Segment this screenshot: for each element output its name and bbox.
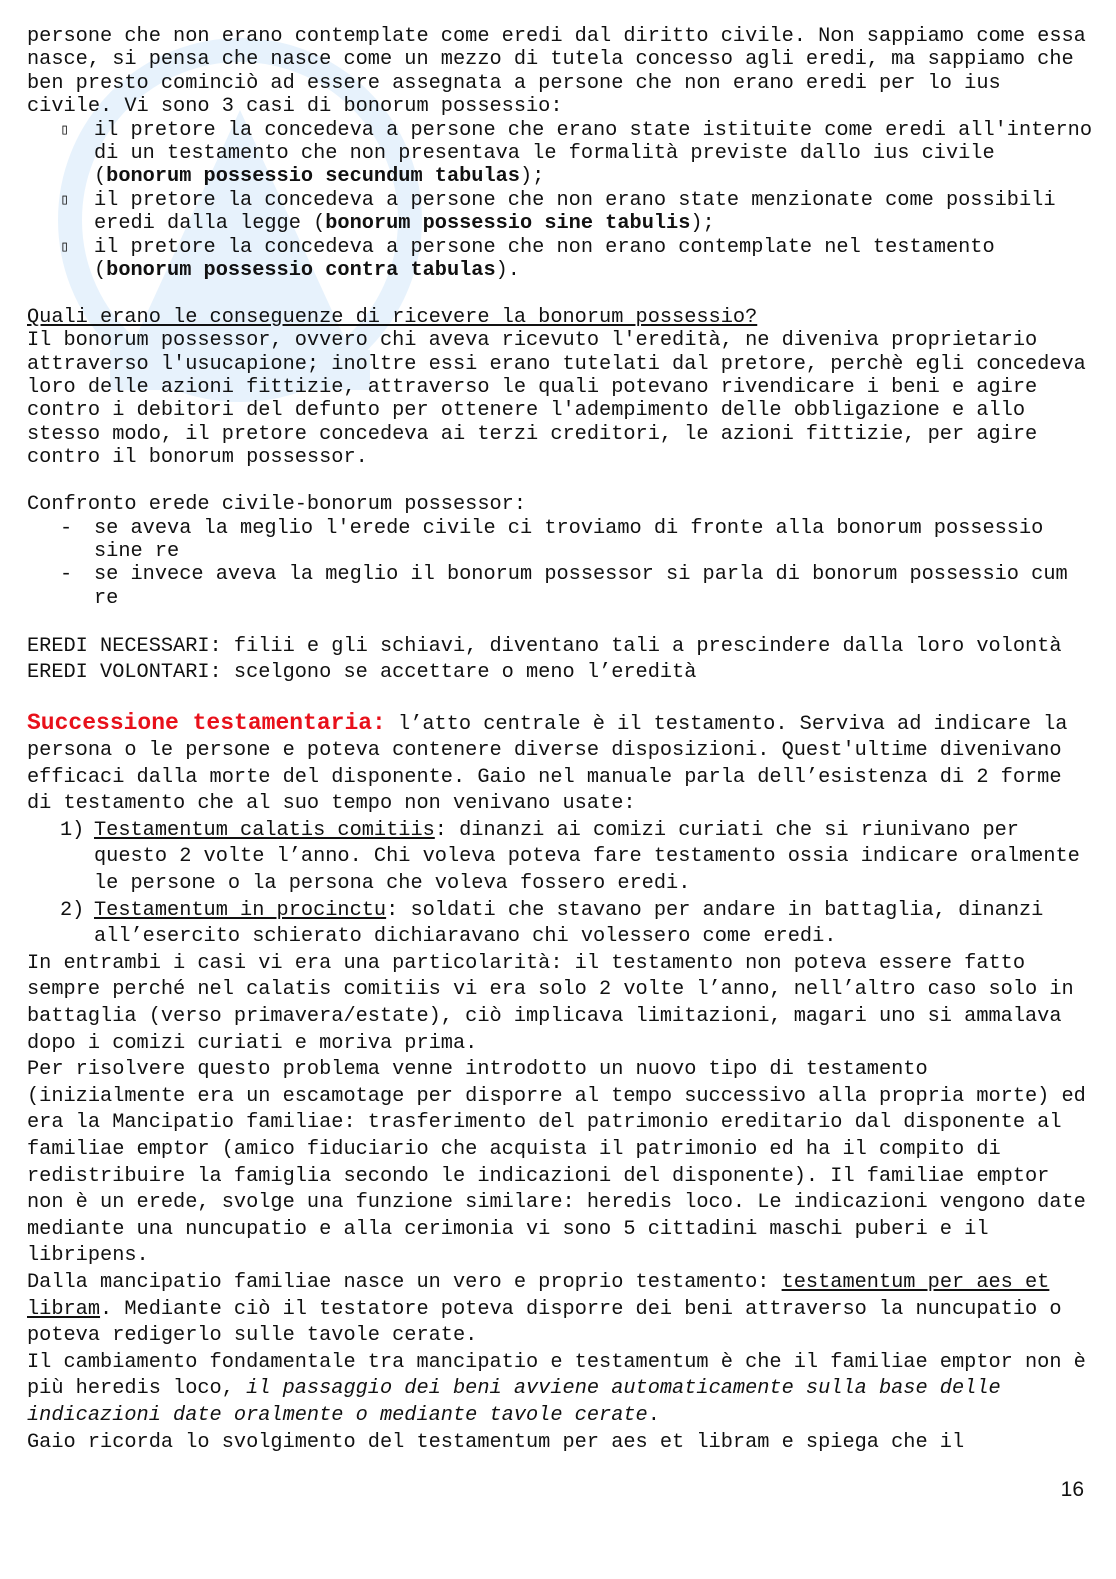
form-text: : dinanzi ai comizi curiati che si riunivano per questo 2 volte l’anno. Chi voleva poteva fare testamento ossia indicare oralmente le persone o la persona che voleva fossero eredi.	[94, 818, 1080, 896]
answer-paragraph: Il bonorum possessor, ovvero chi aveva ricevuto l'eredità, ne diveniva proprietario attraverso l'usucapione; inoltre essi erano tutelati dal pretore, perchè egli concedeva loro delle azioni fittizie, attraverso le quali potevano rivendicare i beni e agire contro i debitori del defunto per ottenere l'adempimento delle obbligazione e allo stesso modo, il pretore concedeva ai terzi creditori, le azioni fittizie, per agire contro il bonorum possessor.	[27, 329, 1086, 470]
compare-text: se invece aveva la meglio il bonorum possessor si parla di bonorum possessio cum re	[94, 563, 1068, 610]
successione-section	[27, 710, 1092, 1457]
number-marker: 2)	[60, 898, 85, 922]
eredi-volontari: EREDI VOLONTARI: scelgono se accettare o meno l’eredità	[27, 660, 697, 684]
case-text: il pretore la concedeva a persone che erano state istituite come eredi all'interno di un testamento che non presentava le formalità previste dallo ius civile (	[94, 118, 1092, 189]
bullet-marker: ▯	[60, 121, 70, 139]
case-term: bonorum possessio sine tabulis	[325, 212, 691, 236]
case-end: );	[519, 165, 545, 189]
list-item	[27, 898, 1092, 951]
list-item	[27, 189, 1092, 236]
paragraph: Gaio ricorda lo svolgimento del testamentum per aes et libram e spiega che il	[27, 1430, 965, 1454]
dash-marker: -	[60, 516, 73, 540]
question-heading: Quali erano le conseguenze di ricevere la bonorum possessio?	[27, 305, 758, 329]
italic-text: il passaggio dei beni avviene automaticamente sulla base delle indicazioni date oralmente o mediante tavole cerate	[27, 1377, 1001, 1427]
section-heading: Successione testamentaria:	[27, 709, 386, 736]
list-item	[27, 563, 1092, 610]
text-run: Il cambiamento fondamentale tra mancipatio e testamentum è che il familiae emptor non è più heredis loco,	[27, 1350, 1086, 1401]
bonorum-possessio-cases	[27, 119, 1092, 283]
bullet-marker: ▯	[60, 238, 70, 256]
list-item	[27, 818, 1092, 898]
compare-title: Confronto erede civile-bonorum possessor:	[27, 493, 526, 517]
case-term: bonorum possessio contra tabulas	[106, 259, 496, 283]
text-run: Dalla mancipatio familiae nasce un vero e proprio testamento:	[27, 1270, 782, 1294]
list-item	[27, 236, 1092, 283]
form-title: Testamentum in procinctu	[94, 898, 387, 922]
case-text: il pretore la concedeva a persone che non erano contemplate nel testamento (	[94, 235, 995, 283]
case-text: il pretore la concedeva a persone che non erano state menzionate come possibili eredi dalla legge (	[94, 188, 1056, 236]
number-marker: 1)	[60, 818, 85, 842]
dash-marker: -	[60, 563, 73, 587]
case-end: );	[690, 212, 715, 236]
case-end: ).	[495, 259, 520, 283]
successione-intro	[27, 710, 1092, 818]
list-item	[27, 119, 1092, 189]
paragraph	[27, 1270, 1092, 1350]
form-text: : soldati che stavano per andare in battaglia, dinanzi all’esercito schierato dichiaravano chi volessero come eredi.	[94, 898, 1044, 949]
paragraph: In entrambi i casi vi era una particolarità: il testamento non poteva essere fatto sempre perché nel calatis comitiis vi era solo 2 volte l’anno, nell’altro caso solo in battaglia (verso primavera/estate), ciò implicava limitazioni, magari uno si ammalava dopo i comizi curiati e moriva prima.	[27, 951, 1074, 1055]
list-item	[27, 517, 1092, 564]
paragraph	[27, 1350, 1092, 1430]
compare-list	[27, 517, 1092, 611]
text-run: .	[647, 1403, 660, 1427]
underlined-term: testamentum per aes et libram	[27, 1270, 1050, 1321]
bonorum-possessio-section	[27, 25, 1092, 686]
case-term: bonorum possessio secundum tabulas	[106, 165, 520, 189]
document-page	[27, 25, 1092, 1456]
intro-paragraph: persone che non erano contemplate come eredi dal diritto civile. Non sappiamo come essa nasce, si pensa che nasce come un mezzo di tutela concesso agli eredi, ma sappiamo che ben presto cominciò ad essere assegnata a persone che non erano eredi per lo ius civile. Vi sono 3 casi di bonorum possessio:	[27, 25, 1086, 119]
bullet-marker: ▯	[60, 191, 70, 209]
paragraph: Per risolvere questo problema venne introdotto un nuovo tipo di testamento (inizialmente era un escamotage per disporre al tempo successivo alla propria morte) ed era la Mancipatio familiae: trasferimento del patrimonio ereditario dal disponente al familiae emptor (amico fiduciario che acquista il patrimonio ed ha il compito di redistribuire la famiglia secondo le indicazioni del disponente). Il familiae emptor non è un erede, svolge una funzione similare: heredis loco. Le indicazioni vengono date mediante una nuncupatio e alla cerimonia vi sono 5 cittadini maschi puberi e il libripens.	[27, 1058, 1086, 1268]
eredi-necessari: EREDI NECESSARI: filii e gli schiavi, diventano tali a prescindere dalla loro volontà	[27, 634, 1062, 658]
page-number: 16	[1060, 1478, 1084, 1501]
compare-text: se aveva la meglio l'erede civile ci troviamo di fronte alla bonorum possessio sine re	[94, 516, 1044, 563]
testament-forms	[27, 818, 1092, 951]
successione-intro-text: l’atto centrale è il testamento. Serviva ad indicare la persona o le persone e poteva contenere diverse disposizioni. Quest'ultime divenivano efficaci dalla morte del disponente. Gaio nel manuale parla dell’esistenza di 2 forme di testamento che al suo tempo non venivano usate:	[27, 712, 1068, 816]
form-title: Testamentum calatis comitiis	[94, 818, 435, 842]
text-run: . Mediante ciò il testatore poteva disporre dei beni attraverso la nuncupatio o poteva redigerlo sulle tavole cerate.	[27, 1297, 1062, 1348]
